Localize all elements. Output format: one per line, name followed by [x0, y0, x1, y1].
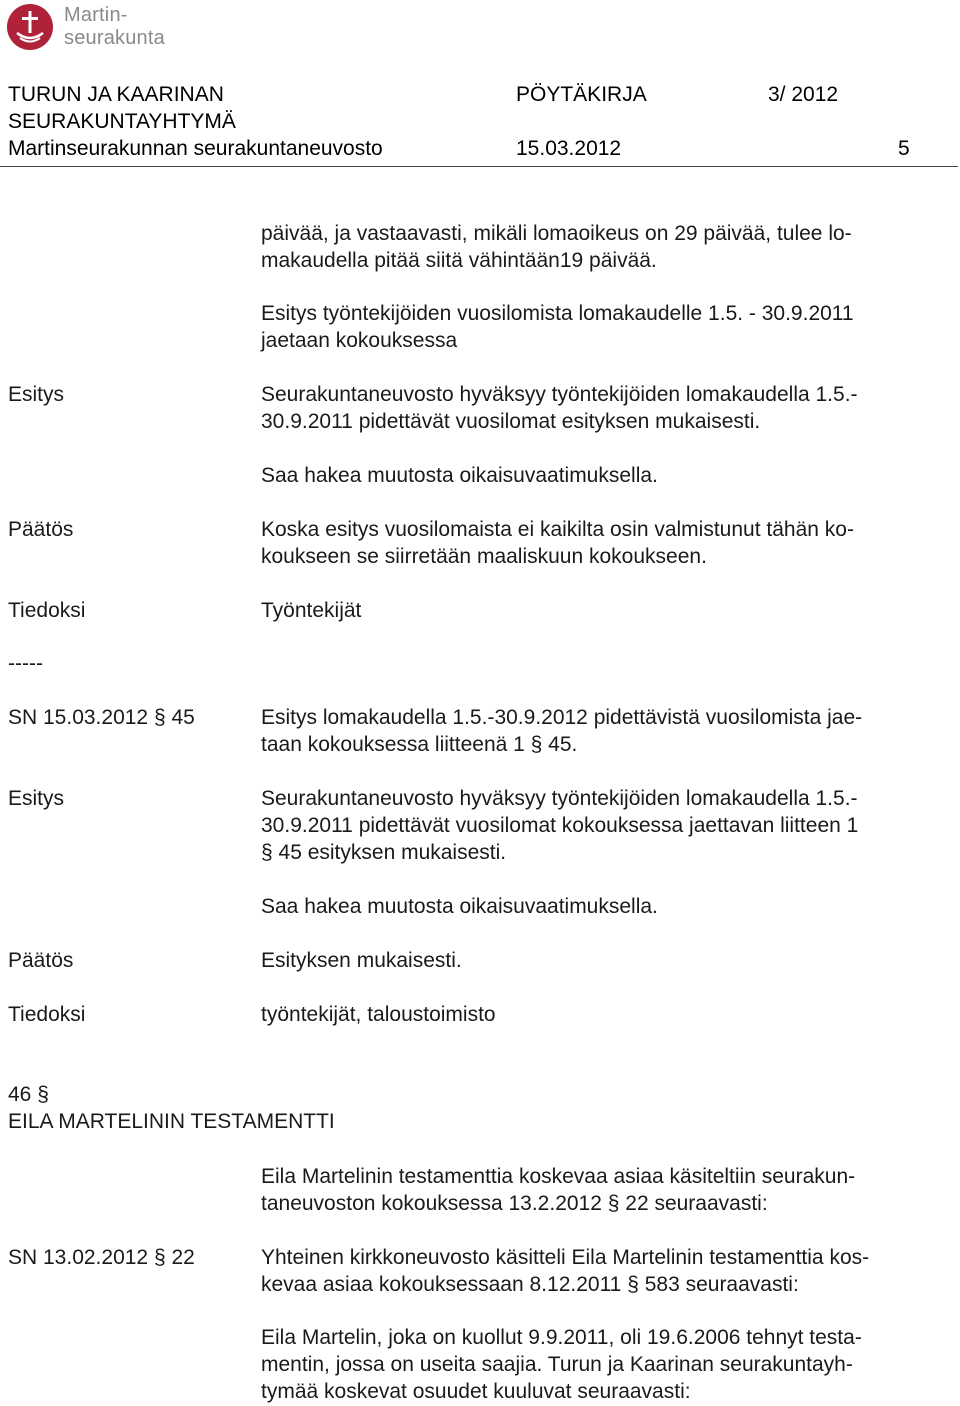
page-number: 5	[898, 137, 910, 160]
section1-paatos-line2: koukseen se siirretään maaliskuun kokoukseen.	[261, 545, 707, 568]
section1-paatos-label: Päätös	[8, 518, 74, 541]
section2-paatos-value: Esityksen mukaisesti.	[261, 949, 462, 972]
section1-esitys-line2: 30.9.2011 pidettävät vuosilomat esityksen mukaisesti.	[261, 410, 761, 433]
doc-number: 3/ 2012	[768, 83, 839, 106]
section3-number: 46 §	[8, 1083, 49, 1106]
section3-ref-line2: kevaa asiaa kokouksessaan 8.12.2011 § 583 seuraavasti:	[261, 1273, 799, 1296]
section2-tiedoksi-label: Tiedoksi	[8, 1003, 86, 1026]
section1-note-line1: Esitys työntekijöiden vuosilomista lomakaudelle 1.5. - 30.9.2011	[261, 302, 854, 325]
church-seal-icon	[6, 3, 54, 51]
logo-text-line2: seurakunta	[64, 27, 165, 49]
section3-body-line3: tymää koskevat osuudet kuuluvat seuraavasti:	[261, 1380, 691, 1403]
section1-tiedoksi-label: Tiedoksi	[8, 599, 86, 622]
section1-intro-line2: makaudella pitää siitä vähintään19 päivää.	[261, 249, 657, 272]
logo-text-line1: Martin-	[64, 4, 128, 26]
section1-tiedoksi-value: Työntekijät	[261, 599, 362, 622]
doc-type: PÖYTÄKIRJA	[516, 83, 647, 106]
header-divider	[0, 166, 958, 167]
section2-paatos-label: Päätös	[8, 949, 74, 972]
section1-esitys-line1: Seurakuntaneuvosto hyväksyy työntekijöiden lomakaudella 1.5.-	[261, 383, 858, 406]
section1-note-line2: jaetaan kokouksessa	[261, 329, 458, 352]
section-separator: -----	[8, 652, 43, 675]
org-name-line1: TURUN JA KAARINAN	[8, 83, 224, 106]
section3-ref-line1: Yhteinen kirkkoneuvosto käsitteli Eila Martelinin testamenttia kos-	[261, 1246, 870, 1269]
section1-intro-line1: päivää, ja vastaavasti, mikäli lomaoikeus on 29 päivää, tulee lo-	[261, 222, 852, 245]
section2-esitys-line3: § 45 esityksen mukaisesti.	[261, 841, 507, 864]
section3-body-line2: mentin, jossa on useita saajia. Turun ja Kaarinan seurakuntayh-	[261, 1353, 853, 1376]
section2-appeal: Saa hakea muutosta oikaisuvaatimuksella.	[261, 895, 658, 918]
section2-esitys-line1: Seurakuntaneuvosto hyväksyy työntekijöiden lomakaudella 1.5.-	[261, 787, 858, 810]
section1-appeal: Saa hakea muutosta oikaisuvaatimuksella.	[261, 464, 658, 487]
section3-title: EILA MARTELININ TESTAMENTTI	[8, 1110, 335, 1133]
section2-esitys-line2: 30.9.2011 pidettävät vuosilomat kokouksessa jaettavan liitteen 1	[261, 814, 859, 837]
section2-intro-line2: taan kokouksessa liitteenä 1 § 45.	[261, 733, 578, 756]
section2-intro-line1: Esitys lomakaudella 1.5.-30.9.2012 pidettävistä vuosilomista jae-	[261, 706, 863, 729]
meeting-body: Martinseurakunnan seurakuntaneuvosto	[8, 137, 383, 160]
section2-reference: SN 15.03.2012 § 45	[8, 706, 195, 729]
section1-paatos-line1: Koska esitys vuosilomaista ei kaikilta osin valmistunut tähän ko-	[261, 518, 854, 541]
section3-reference: SN 13.02.2012 § 22	[8, 1246, 195, 1269]
org-name-line2: SEURAKUNTAYHTYMÄ	[8, 110, 236, 133]
section3-intro-line2: taneuvoston kokouksessa 13.2.2012 § 22 seuraavasti:	[261, 1192, 768, 1215]
section3-body-line1: Eila Martelin, joka on kuollut 9.9.2011, oli 19.6.2006 tehnyt testa-	[261, 1326, 862, 1349]
section2-esitys-label: Esitys	[8, 787, 65, 810]
section2-tiedoksi-value: työntekijät, taloustoimisto	[261, 1003, 496, 1026]
section3-intro-line1: Eila Martelinin testamenttia koskevaa asiaa käsiteltiin seurakun-	[261, 1165, 856, 1188]
meeting-date: 15.03.2012	[516, 137, 622, 160]
section1-esitys-label: Esitys	[8, 383, 65, 406]
